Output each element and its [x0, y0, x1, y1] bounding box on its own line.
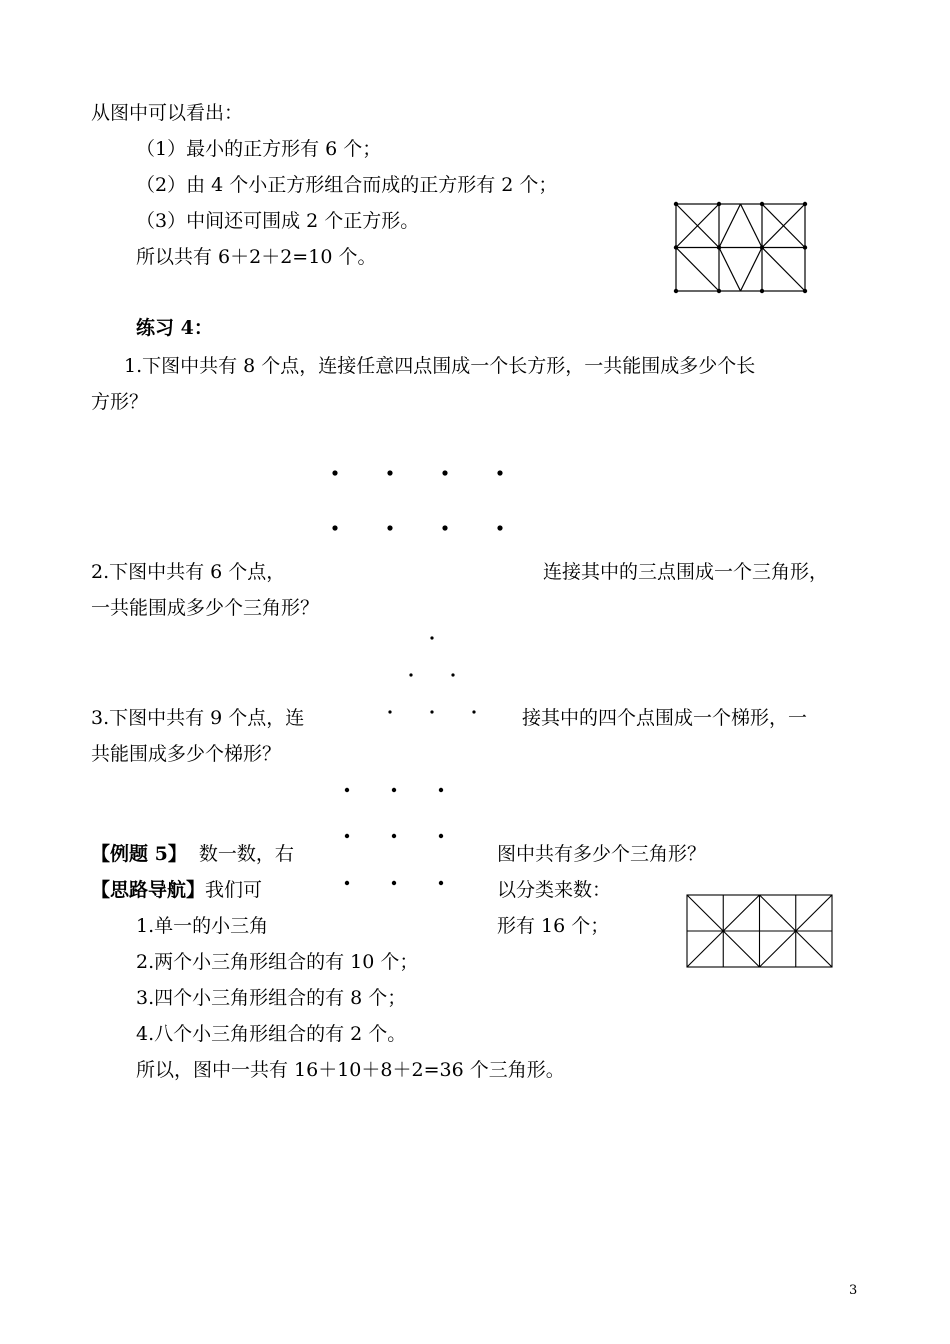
guide-text-b: 以分类来数：: [497, 879, 612, 901]
q3-line-2: 共能围成多少个梯形？: [91, 743, 282, 765]
intro-lead: 从图中可以看出：: [91, 102, 244, 124]
q2-line-1b: 连接其中的三点围成一个三角形，: [543, 561, 829, 583]
q1-line-2: 方形？: [91, 391, 149, 413]
q3-line-1a: 3.下图中共有 9 个点，连: [91, 707, 305, 729]
q2-line-1a: 2.下图中共有 6 个点，: [91, 561, 286, 583]
guide-item-1a: 1.单一的小三角: [136, 915, 269, 937]
guide-item-1b: 形有 16 个；: [497, 915, 610, 937]
guide-item-3: 3.四个小三角形组合的有 8 个；: [136, 987, 407, 1009]
intro-item-2: （2）由 4 个小正方形组合而成的正方形有 2 个；: [136, 174, 558, 196]
q2-line-2: 一共能围成多少个三角形？: [91, 597, 320, 619]
six-dots-figure: [380, 628, 485, 723]
intro-item-1: （1）最小的正方形有 6 个；: [136, 138, 382, 160]
guide-item-2: 2.两个小三角形组合的有 10 个；: [136, 951, 419, 973]
guide-item-4: 4.八个小三角形组合的有 2 个。: [136, 1023, 407, 1045]
nine-dots-figure: [335, 780, 455, 895]
triangle-grid-figure: [682, 890, 837, 972]
example5-line: [91, 842, 294, 866]
example5-text-b: 图中共有多少个三角形？: [497, 843, 707, 865]
intro-total: 所以共有 6＋2＋2=10 个。: [136, 246, 377, 268]
guide-total: 所以，图中一共有 16＋10＋8＋2=36 个三角形。: [136, 1059, 565, 1081]
intro-item-3: （3）中间还可围成 2 个正方形。: [136, 210, 420, 232]
example5-text-a: 数一数，右: [198, 843, 294, 865]
square-grid-figure: [670, 198, 810, 298]
practice-title: 练习 4：: [136, 317, 213, 339]
page-number: 3: [849, 1283, 858, 1298]
guide-text-a: 我们可: [205, 879, 263, 901]
q1-line-1: 1.下图中共有 8 个点，连接任意四点围成一个长方形，一共能围成多少个长: [124, 355, 756, 377]
guide-tag: 【思路导航】: [91, 879, 206, 901]
q3-line-1b: 接其中的四个点围成一个梯形，一: [522, 707, 808, 729]
guide-line: [91, 878, 262, 902]
eight-dots-figure: [325, 462, 510, 537]
example5-tag: 【例题 5】: [91, 843, 187, 865]
